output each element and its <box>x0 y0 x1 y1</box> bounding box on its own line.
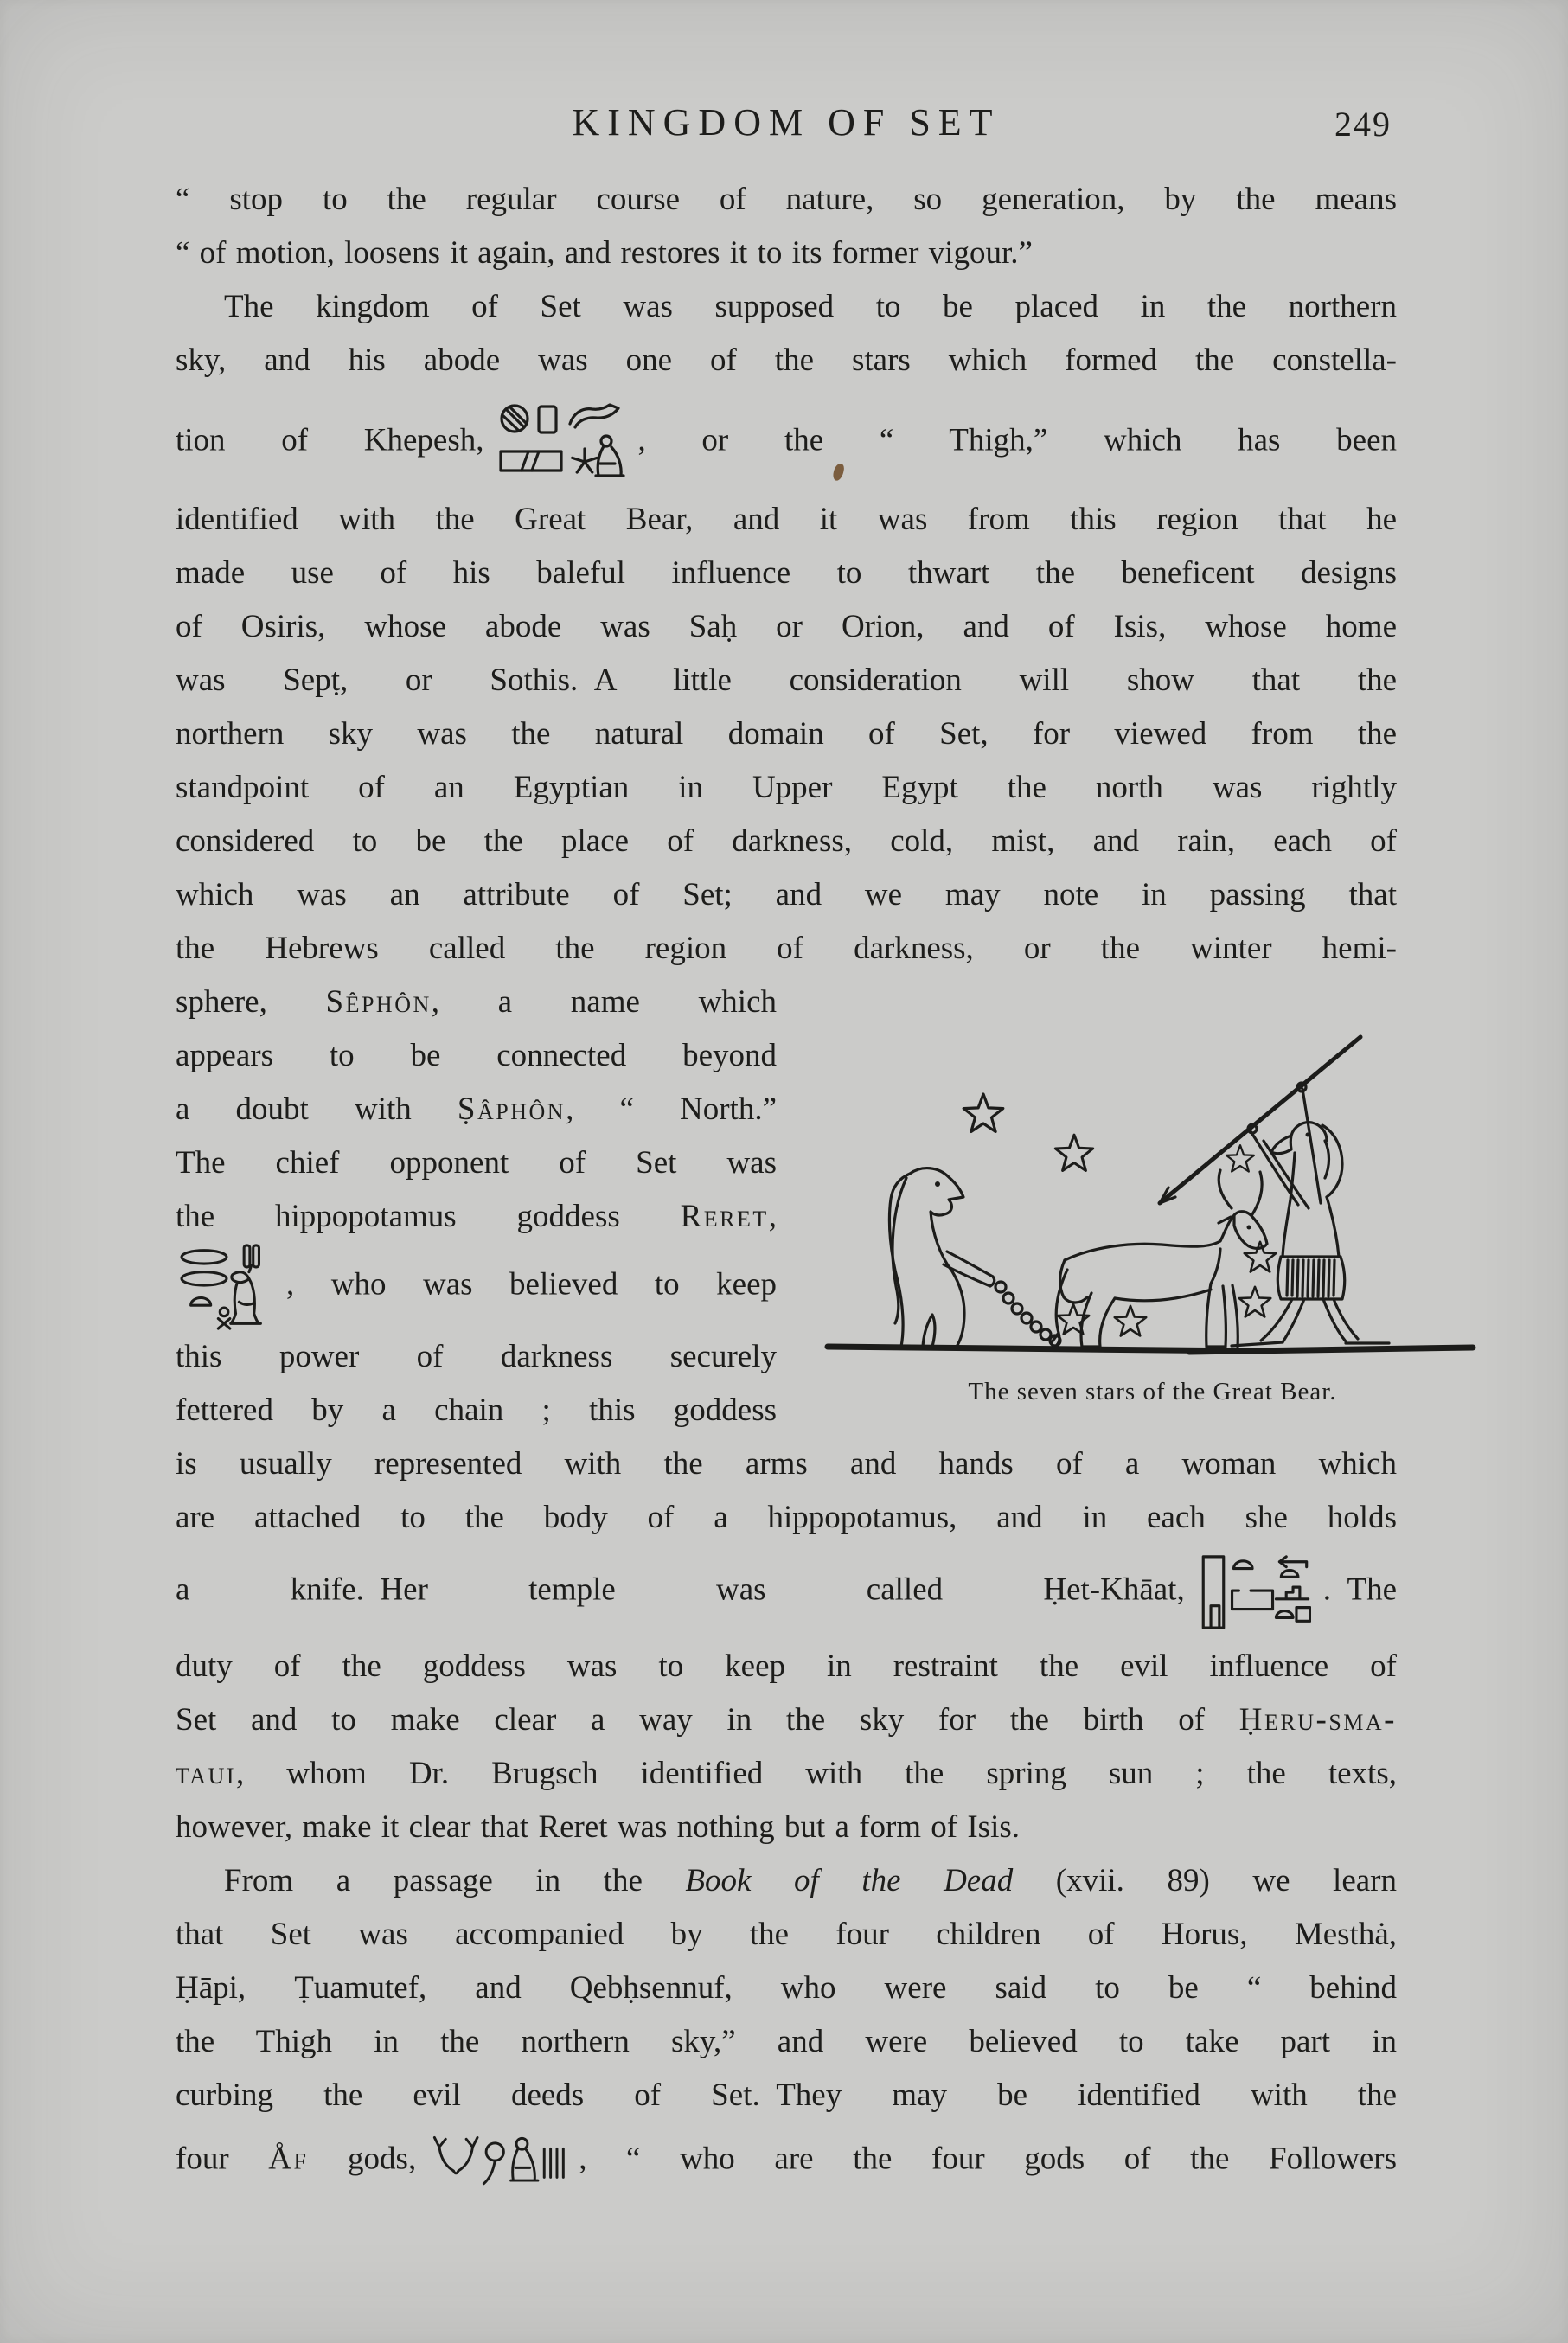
text-line-p2-l14: appears to be connected beyond <box>176 1038 777 1073</box>
text-line-p1-l1: “ stop to the regular course of nature, so generation, by the means <box>176 182 1397 217</box>
name-reret: Reret <box>680 1199 769 1234</box>
text-line-p3-l3: Ḥāpi, Ṭuamutef, and Qebḥsennuf, who were said to be “ behind <box>176 1970 1397 2006</box>
text-segment: four <box>176 2141 269 2177</box>
ground-line <box>828 1347 1473 1352</box>
great-bear-illustration <box>817 1025 1488 1371</box>
text-line-p3-l4: the Thigh in the northern sky,” and were believed to take part in <box>176 2024 1397 2059</box>
text-segment: , a name which <box>431 984 777 1020</box>
falcon-headed-spearman-figure <box>1160 1037 1389 1346</box>
text-line-p2-l17 <box>176 1190 777 1244</box>
text-segment: , <box>768 1199 777 1234</box>
text-line-p2-l13 <box>176 976 777 1029</box>
text-segment: , or the “ Thigh,” which has been <box>637 422 1397 458</box>
text-line-p2-l25 <box>176 1693 1397 1747</box>
text-line-p2-l09: standpoint of an Egyptian in Upper Egypt the north was rightly <box>176 770 1397 805</box>
text-segment: , “ who are the four gods of the Followers <box>579 2141 1397 2177</box>
text-segment: , “ North.” <box>566 1091 778 1127</box>
star-icon <box>1226 1145 1254 1171</box>
text-segment: , whom Dr. Brugsch identified with the spring sun ; the texts, <box>236 1756 1397 1791</box>
text-line-p2-l20: fettered by a chain ; this goddess <box>176 1392 777 1428</box>
text-line-p2-l03 <box>176 401 1397 484</box>
text-line-p2-l08: northern sky was the natural domain of Set, for viewed from the <box>176 716 1397 752</box>
great-bear-figure <box>817 1025 1488 1406</box>
text-line-p3-l1 <box>176 1854 1397 1908</box>
text-line-p2-l27: however, make it clear that Reret was nothing but a form of Isis. <box>176 1809 1021 1845</box>
page-header <box>176 100 1397 144</box>
name-heru-sma: Ḥeru-sma- <box>1238 1702 1397 1738</box>
figure-caption: The seven stars of the Great Bear. <box>968 1378 1337 1405</box>
text-segment: the hippopotamus goddess <box>176 1199 681 1234</box>
text-line-p2-l06: of Osiris, whose abode was Saḥ or Orion, and of Isis, whose home <box>176 609 1397 644</box>
name-sephon: Sêphôn <box>325 984 432 1020</box>
text-segment: , who was believed to keep <box>286 1266 777 1303</box>
text-line-p2-l21: is usually represented with the arms and hands of a woman which <box>176 1446 1397 1482</box>
name-saphon: Ṣâphôn <box>457 1091 566 1127</box>
text-line-p2-l15 <box>176 1083 777 1136</box>
page-number: 249 <box>1334 105 1392 144</box>
text-line-p2-l23 <box>176 1552 1397 1633</box>
text-segment: a doubt with <box>176 1091 458 1127</box>
hippopotamus-goddess-figure <box>889 1168 994 1347</box>
reret-goddess-hieroglyph-icon <box>177 1244 274 1330</box>
text-segment: Set and to make clear a way in the sky for the birth of <box>176 1702 1239 1738</box>
text-line-p2-l18 <box>176 1244 777 1330</box>
star-icon <box>1115 1306 1146 1336</box>
text-line-p1-l2: “ of motion, loosens it again, and restores it to its former vigour.” <box>176 235 1033 271</box>
star-icon <box>1055 1135 1092 1170</box>
text-segment: tion of Khepesh, <box>176 422 484 458</box>
four-af-gods-hieroglyph-icon <box>428 2131 566 2192</box>
text-line-p2-l16: The chief opponent of Set was <box>176 1145 777 1181</box>
chain-links <box>995 1282 1060 1346</box>
text-line-p3-l2: that Set was accompanied by the four children of Horus, Mesthȧ, <box>176 1917 1397 1952</box>
text-line-p2-l12: the Hebrews called the region of darkness, or the winter hemi- <box>176 931 1397 966</box>
khepesh-constellation-hieroglyph-icon <box>496 401 625 484</box>
page-title: KINGDOM OF SET <box>572 101 1001 144</box>
text-line-p2-l02: sky, and his abode was one of the stars which formed the constella- <box>176 342 1397 378</box>
text-line-p2-l07: was Sepṭ, or Sothis. A little consideration will show that the <box>176 663 1397 698</box>
text-segment: From a passage in the <box>224 1863 686 1898</box>
text-segment: . The <box>1322 1572 1397 1608</box>
text-line-p2-l11: which was an attribute of Set; and we may note in passing that <box>176 877 1397 912</box>
text-line-p3-l5: curbing the evil deeds of Set. They may be identified with the <box>176 2077 1397 2113</box>
text-line-p2-l01: The kingdom of Set was supposed to be placed in the northern <box>224 289 1397 324</box>
text-segment: a knife. Her temple was called Ḥet-Khāat, <box>176 1572 1185 1608</box>
text-line-p2-l10: considered to be the place of darkness, cold, mist, and rain, each of <box>176 823 1397 859</box>
name-taui: taui <box>176 1756 237 1791</box>
text-line-p3-l6 <box>176 2131 1397 2192</box>
name-af: Åf <box>268 2141 309 2177</box>
text-segment: gods, <box>308 2141 417 2177</box>
star-icon <box>963 1094 1003 1131</box>
het-khaat-temple-hieroglyph-icon <box>1197 1552 1311 1633</box>
book-title-italic: Book of the Dead <box>685 1863 1014 1898</box>
text-line-p2-l26 <box>176 1747 1397 1801</box>
text-segment: sphere, <box>176 984 326 1020</box>
text-line-p2-l22: are attached to the body of a hippopotamus, and in each she holds <box>176 1500 1397 1535</box>
text-line-p2-l24: duty of the goddess was to keep in restraint the evil influence of <box>176 1648 1397 1684</box>
text-line-p2-l05: made use of his baleful influence to thwart the beneficent designs <box>176 555 1397 591</box>
text-line-p2-l04: identified with the Great Bear, and it was from this region that he <box>176 502 1397 537</box>
text-line-p2-l19: this power of darkness securely <box>176 1339 777 1374</box>
star-icon <box>1239 1287 1270 1317</box>
text-segment: (xvii. 89) we learn <box>1013 1863 1397 1898</box>
